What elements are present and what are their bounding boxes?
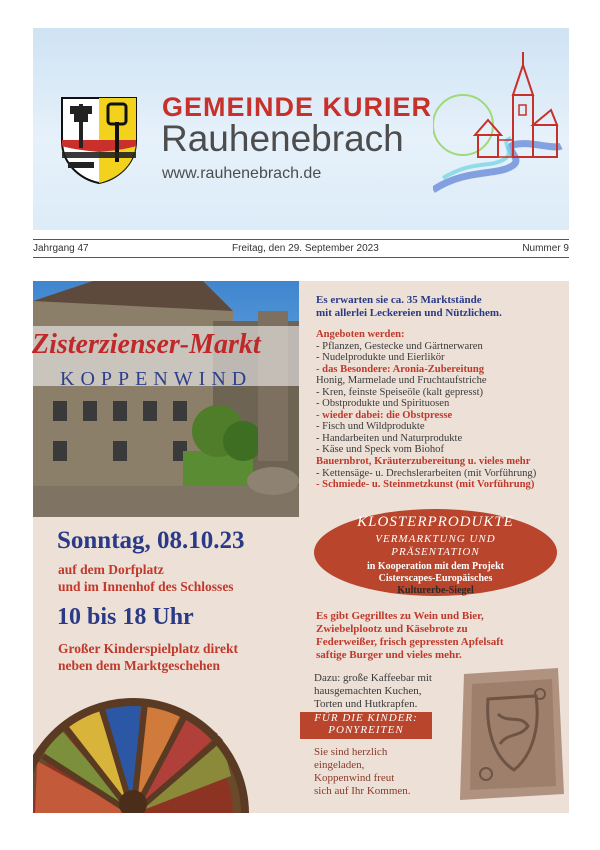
welcome-line-2: eingeladen, [314,759,365,771]
offer-item: - Nudelprodukte und Eierlikör [316,352,445,364]
event-title: Zisterzienser-Markt [32,329,261,360]
offer-item: - Schmiede- u. Steinmetzkunst (mit Vorführung) [316,479,535,491]
food-line-4: saftige Burger und vieles mehr. [316,649,462,661]
spice-wheel-image [33,686,299,813]
kloster-sub-1: VERMARKTUNG UND [375,533,496,545]
event-date: Sonntag, 08.10.23 [57,527,245,554]
location-line-2: und im Innenhof des Schlosses [58,579,234,594]
offer-list [316,329,536,491]
kids-bar-line-2: PONYREITEN [328,723,404,736]
masthead-title: GEMEINDE KURIER [162,92,433,122]
kids-bar-line-1: FÜR DIE KINDER: [314,712,418,724]
location-line-1: auf dem Dorfplatz [58,562,164,577]
kloster-title: KLOSTERPRODUKTE [357,514,514,530]
intro-line-2: mit allerlei Leckereien und Nützlichem. [316,307,502,319]
offer-item: - wieder dabei: die Obstpresse [316,409,453,421]
welcome-line-3: Koppenwind freut [314,772,395,784]
meta-rule-top [33,239,569,240]
event-place: KOPPENWIND [60,368,253,390]
offer-item: - Kren, feinste Speiseöle (kalt gepresst) [316,386,484,398]
meta-volume: Jahrgang 47 [33,243,89,254]
welcome-line-1: Sie sind herzlich [314,746,388,758]
offer-item: - Obstprodukte und Spirituosen [316,398,450,410]
cafe-line-2: hausgemachten Kuchen, [314,685,422,697]
offer-item: - Käse und Speck vom Biohof [316,444,444,456]
event-time: 10 bis 18 Uhr [57,604,194,630]
stone-relief-image [458,664,566,802]
offer-item: - Pflanzen, Gestecke und Gärtnerwaren [316,340,483,352]
cafe-line-3: Torten und Hutkrapfen. [314,698,418,710]
intro-line-1: Es erwarten sie ca. 35 Marktstände [316,294,482,306]
offer-item: - Fisch und Wildprodukte [316,421,425,433]
food-line-3: Federweißer, frisch gepressten Apfelsaft [316,636,504,648]
offer-item: - Kettensäge- u. Drechslerarbeiten (mit Vorführung) [316,467,537,479]
kloster-line-5: Kulturerbe-Siegel [397,585,474,596]
offer-heading: Angeboten werden: [316,329,405,340]
meta-rule-bottom [33,257,569,258]
coat-of-arms-icon [60,96,138,184]
kloster-line-4: Cisterscapes-Europäisches [378,573,493,584]
castle-photo [33,281,299,517]
offer-item: Bauernbrot, Kräuterzubereitung u. vieles mehr [316,456,531,468]
masthead-town: Rauhenebrach [161,118,404,159]
church-illustration-icon [433,50,563,200]
welcome-line-4: sich auf Ihr Kommen. [314,785,411,797]
kids-bar-text [300,713,432,736]
kids-line-2: neben dem Marktgeschehen [58,658,220,673]
meta-date: Freitag, den 29. September 2023 [232,243,379,254]
kloster-sub-2: PRÄSENTATION [391,546,480,558]
kids-line-1: Großer Kinderspielplatz direkt [58,641,239,656]
offer-item: - Handarbeiten und Naturprodukte [316,432,463,444]
cafe-line-1: Dazu: große Kaffeebar mit [314,672,432,684]
meta-issue: Nummer 9 [522,243,569,254]
food-line-1: Es gibt Gegrilltes zu Wein und Bier, [316,610,484,622]
offer-item: Honig, Marmelade und Fruchtaufstriche [316,375,487,387]
masthead-url[interactable]: www.rauhenebrach.de [162,165,322,182]
kloster-line-3: in Kooperation mit dem Projekt [366,561,505,572]
offer-item: - das Besondere: Aronia-Zubereitung [316,363,485,375]
food-line-2: Zwiebelplootz und Käsebrote zu [316,623,468,635]
